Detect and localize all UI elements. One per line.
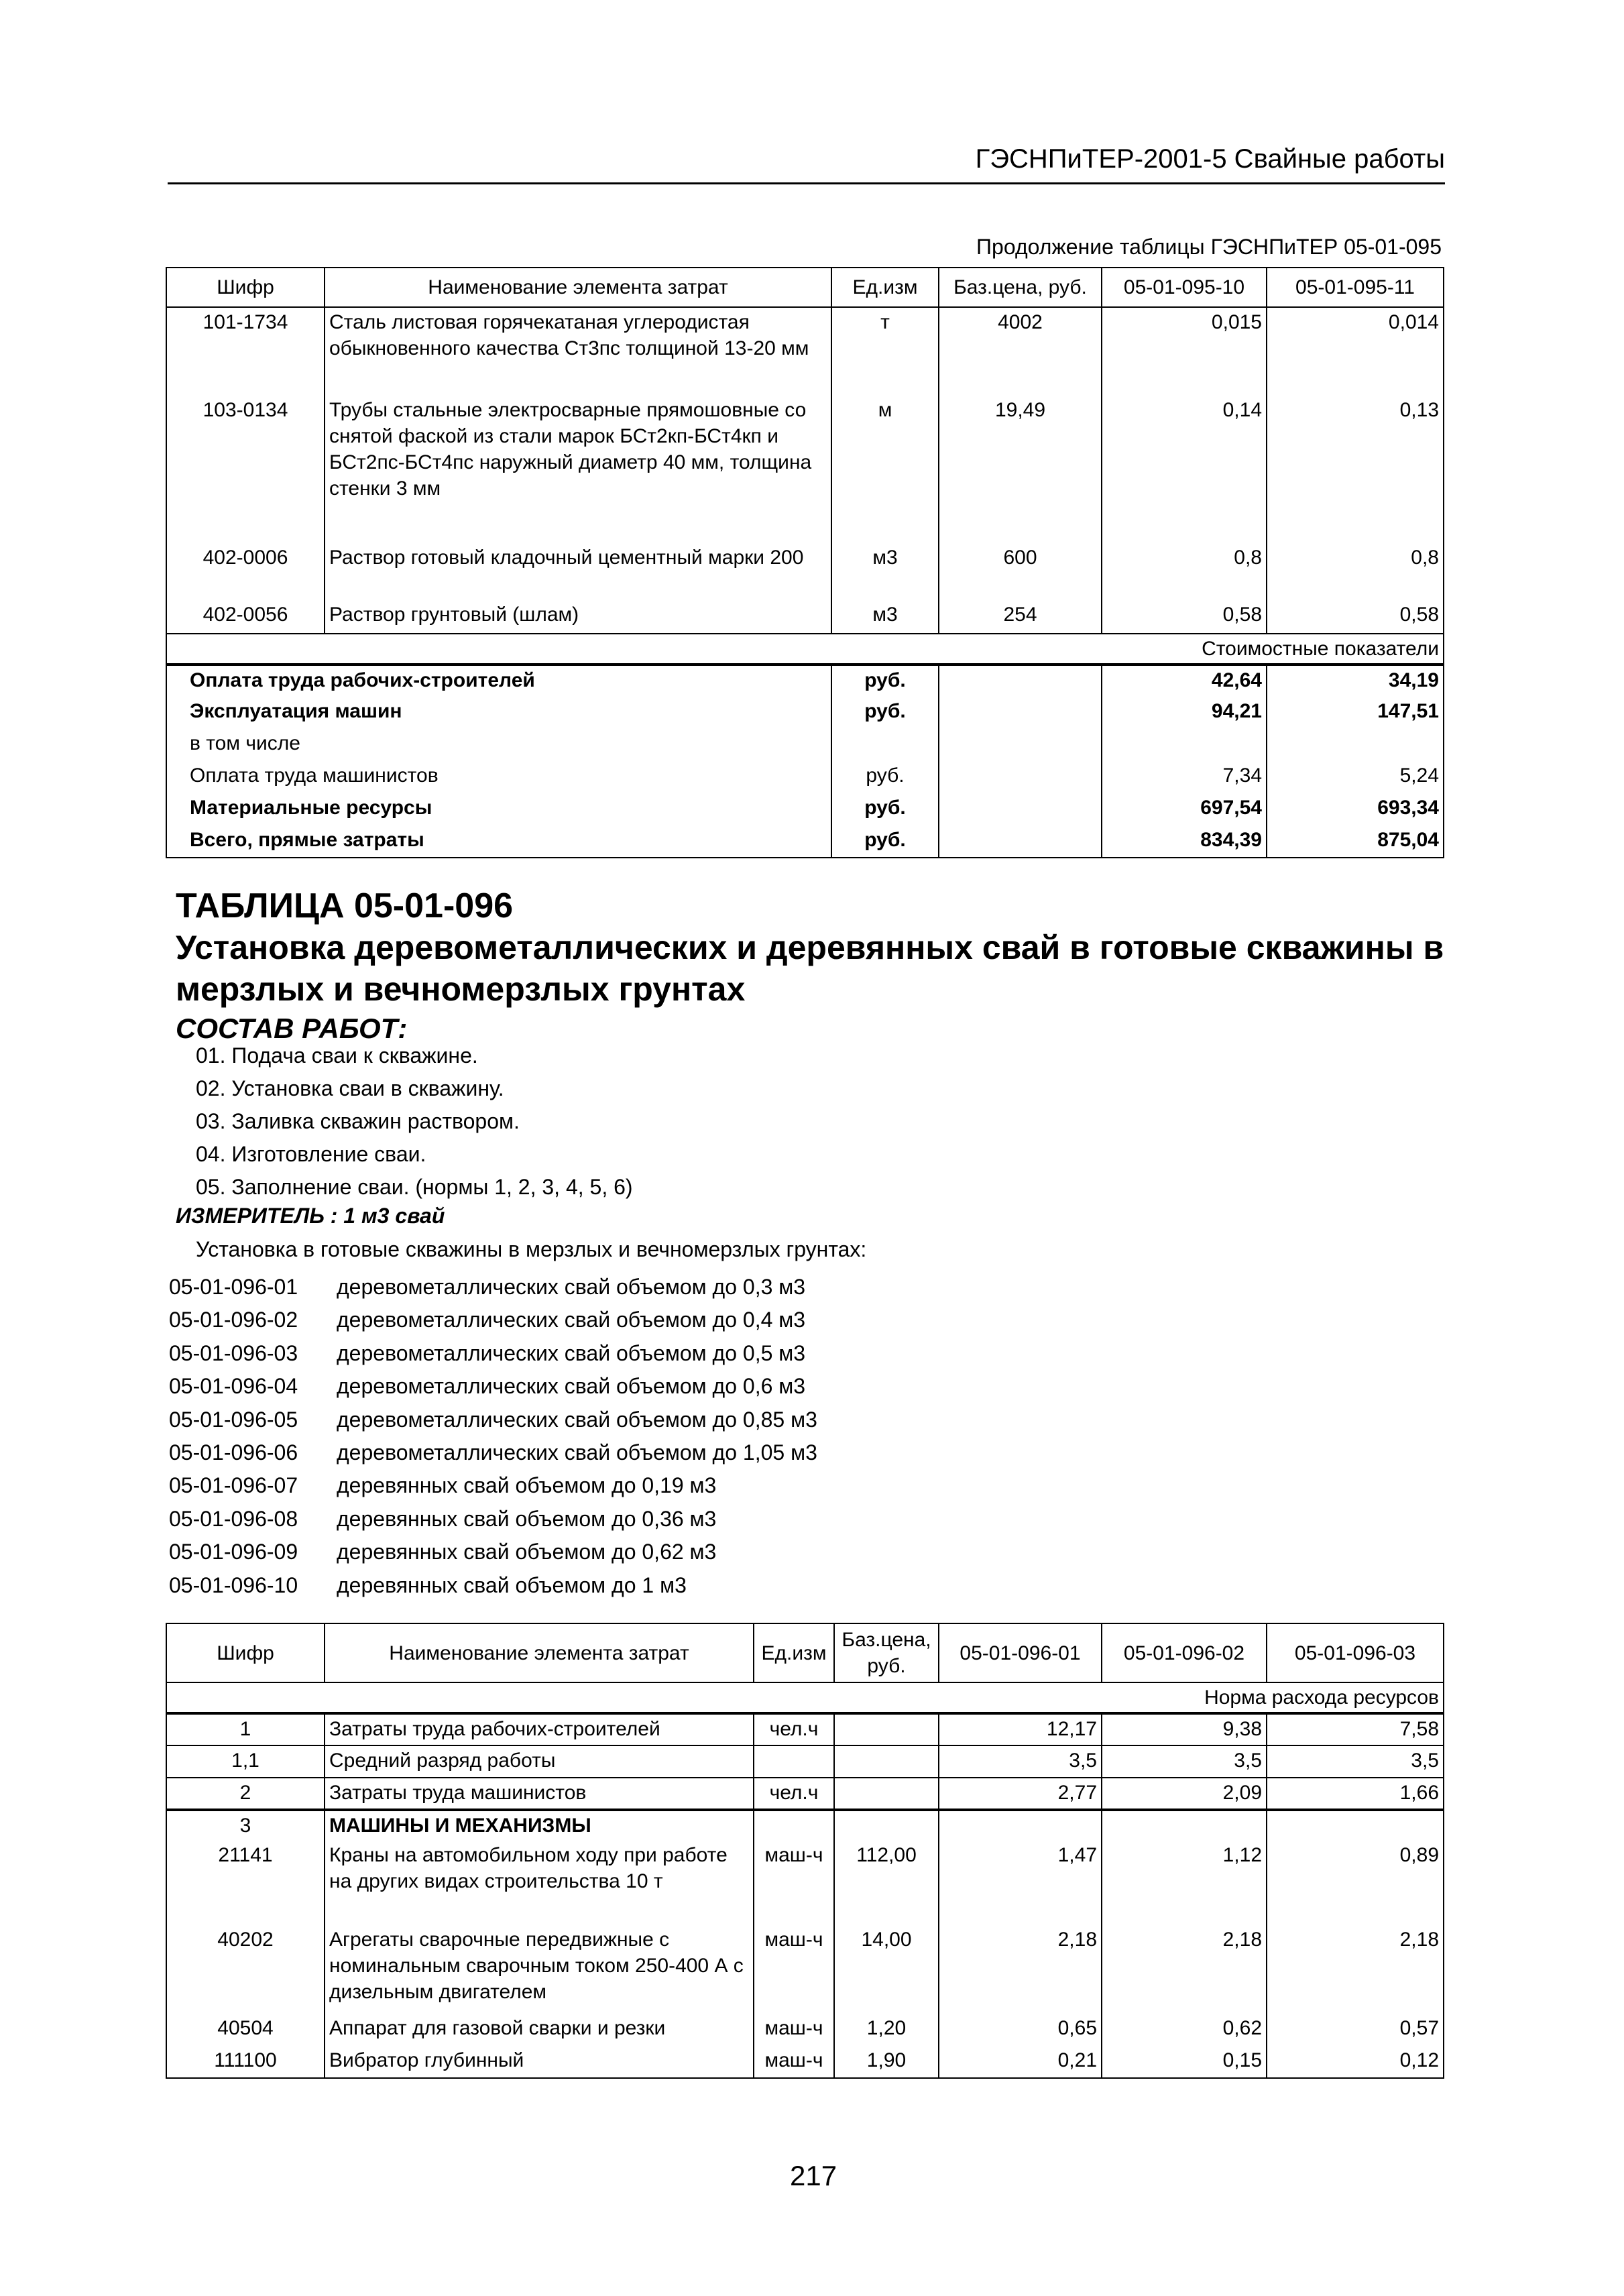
row-code: 103-0134 <box>166 396 325 543</box>
item-code: 05-01-096-07 <box>169 1473 298 1498</box>
header-code: Шифр <box>166 268 325 307</box>
row-value-01: 2,77 <box>939 1778 1102 1810</box>
cost-value-11: 5,24 <box>1267 761 1444 793</box>
item-code: 05-01-096-03 <box>169 1340 298 1365</box>
row-name: Затраты труда рабочих-строителей <box>325 1713 754 1745</box>
item-text: деревянных свай объемом до 0,62 м3 <box>337 1540 717 1564</box>
list-item <box>169 1503 817 1536</box>
row-name: Раствор готовый кладочный цементный марки 200 <box>325 543 831 600</box>
item-text: деревометаллических свай объемом до 0,6 м3 <box>337 1374 806 1399</box>
cost-value-10: 42,64 <box>1102 665 1267 697</box>
table-row <box>166 1841 1444 1925</box>
row-unit: чел.ч <box>754 1778 834 1810</box>
row-price <box>834 1778 939 1810</box>
row-unit <box>754 1745 834 1778</box>
row-price <box>834 1745 939 1778</box>
cost-row <box>166 665 1444 697</box>
row-value-03: 7,58 <box>1267 1713 1444 1745</box>
cost-name: Оплата труда рабочих-строителей <box>166 665 831 697</box>
item-code: 05-01-096-01 <box>169 1275 298 1299</box>
row-value-03: 3,5 <box>1267 1745 1444 1778</box>
item-text: деревометаллических свай объемом до 0,4 м3 <box>337 1308 806 1332</box>
row-unit: маш-ч <box>754 1925 834 2014</box>
row-unit: м3 <box>831 600 939 634</box>
cost-value-10: 834,39 <box>1102 825 1267 858</box>
row-price: 112,00 <box>834 1841 939 1925</box>
list-item: 04. Изготовление сваи. <box>196 1142 426 1166</box>
section-subtitle: СОСТАВ РАБОТ: <box>176 1013 408 1044</box>
header-name: Наименование элемента затрат <box>325 1623 754 1682</box>
row-value-02 <box>1102 1810 1267 1841</box>
cost-value-10 <box>1102 729 1267 761</box>
cost-value-11: 693,34 <box>1267 793 1444 825</box>
item-text: деревометаллических свай объемом до 0,85 м3 <box>337 1407 817 1432</box>
row-code: 40202 <box>166 1925 325 2014</box>
item-code: 05-01-096-08 <box>169 1506 298 1531</box>
row-value-02: 0,62 <box>1102 2014 1267 2046</box>
list-item: 01. Подача сваи к скважине. <box>196 1043 478 1068</box>
row-name: Раствор грунтовый (шлам) <box>325 600 831 634</box>
row-value-02: 9,38 <box>1102 1713 1267 1745</box>
item-code: 05-01-096-02 <box>169 1308 298 1332</box>
row-code: 1 <box>166 1713 325 1745</box>
cost-name: в том числе <box>166 729 831 761</box>
header-norm-03: 05-01-096-03 <box>1267 1623 1444 1682</box>
row-unit: м3 <box>831 543 939 600</box>
cost-price-empty <box>939 729 1102 761</box>
row-name: Аппарат для газовой сварки и резки <box>325 2014 754 2046</box>
cost-unit: руб. <box>831 825 939 858</box>
row-name: Трубы стальные электросварные прямошовные со снятой фаской из стали марок БСт2кп-БСт4кп и БСт2пс-БСт4пс наружный диаметр 40 мм, толщина стенки 3 мм <box>325 396 831 543</box>
table-row <box>166 1745 1444 1778</box>
row-code: 111100 <box>166 2046 325 2078</box>
row-code: 402-0006 <box>166 543 325 600</box>
header-name: Наименование элемента затрат <box>325 268 831 307</box>
cost-unit <box>831 729 939 761</box>
item-text: деревометаллических свай объемом до 1,05 м3 <box>337 1440 817 1465</box>
table-row <box>166 307 1444 396</box>
header-norm-01: 05-01-096-01 <box>939 1623 1102 1682</box>
row-value-10: 0,58 <box>1102 600 1267 634</box>
row-price: 19,49 <box>939 396 1102 543</box>
header-rule <box>168 182 1445 184</box>
works-list <box>196 1039 633 1204</box>
row-code: 40504 <box>166 2014 325 2046</box>
cost-name: Эксплуатация машин <box>166 697 831 729</box>
cost-indicators-row <box>166 634 1444 665</box>
item-text: деревометаллических свай объемом до 0,3 м3 <box>337 1275 806 1299</box>
row-value-10: 0,015 <box>1102 307 1267 396</box>
cost-row <box>166 729 1444 761</box>
cost-value-10: 7,34 <box>1102 761 1267 793</box>
cost-name: Материальные ресурсы <box>166 793 831 825</box>
section-title: Установка деревометаллических и деревянных свай в готовые скважины в мерзлых и вечномерзлых грунтах <box>176 929 1444 1008</box>
row-value-11: 0,014 <box>1267 307 1444 396</box>
list-item <box>169 1469 817 1502</box>
table-row <box>166 1810 1444 1841</box>
row-value-11: 0,13 <box>1267 396 1444 543</box>
row-name: Средний разряд работы <box>325 1745 754 1778</box>
list-item <box>169 1271 817 1304</box>
row-value-11: 0,58 <box>1267 600 1444 634</box>
cost-name: Оплата труда машинистов <box>166 761 831 793</box>
section-code: ТАБЛИЦА 05-01-096 <box>176 886 514 925</box>
cost-unit: руб. <box>831 793 939 825</box>
row-name: Краны на автомобильном ходу при работе на других видах строительства 10 т <box>325 1841 754 1925</box>
cost-price-empty <box>939 697 1102 729</box>
row-price <box>834 1713 939 1745</box>
continuation-note: Продолжение таблицы ГЭСНПиТЕР 05-01-095 <box>976 235 1442 259</box>
row-value-02: 0,15 <box>1102 2046 1267 2078</box>
list-item <box>169 1370 817 1403</box>
row-value-01: 1,47 <box>939 1841 1102 1925</box>
row-value-02: 3,5 <box>1102 1745 1267 1778</box>
row-name: МАШИНЫ И МЕХАНИЗМЫ <box>325 1810 754 1841</box>
row-unit: маш-ч <box>754 1841 834 1925</box>
row-unit: маш-ч <box>754 2014 834 2046</box>
row-code: 3 <box>166 1810 325 1841</box>
row-name: Вибратор глубинный <box>325 2046 754 2078</box>
row-unit: чел.ч <box>754 1713 834 1745</box>
row-value-10: 0,14 <box>1102 396 1267 543</box>
cost-price-empty <box>939 761 1102 793</box>
header-code: Шифр <box>166 1623 325 1682</box>
row-value-03: 2,18 <box>1267 1925 1444 2014</box>
item-code: 05-01-096-09 <box>169 1540 298 1564</box>
list-item <box>169 1536 817 1568</box>
cost-price-empty <box>939 825 1102 858</box>
row-value-03: 0,57 <box>1267 2014 1444 2046</box>
row-price <box>834 1810 939 1841</box>
cost-row <box>166 761 1444 793</box>
header-price: Баз.цена, руб. <box>834 1623 939 1682</box>
cost-value-11: 34,19 <box>1267 665 1444 697</box>
row-price: 254 <box>939 600 1102 634</box>
cost-price-empty <box>939 793 1102 825</box>
list-item <box>169 1337 817 1370</box>
list-item: 03. Заливка скважин раствором. <box>196 1109 520 1133</box>
row-code: 101-1734 <box>166 307 325 396</box>
item-text: деревометаллических свай объемом до 0,5 м3 <box>337 1340 806 1365</box>
item-text: деревянных свай объемом до 0,36 м3 <box>337 1506 717 1531</box>
row-unit: т <box>831 307 939 396</box>
norm-label-row <box>166 1682 1444 1713</box>
header-norm-02: 05-01-096-02 <box>1102 1623 1267 1682</box>
resources-table-096 <box>166 1623 1444 2079</box>
header-unit: Ед.изм <box>754 1623 834 1682</box>
cost-unit: руб. <box>831 761 939 793</box>
row-value-01: 0,65 <box>939 2014 1102 2046</box>
page-header <box>168 144 1445 175</box>
row-name: Агрегаты сварочные передвижные с номинальным сварочным током 250-400 А с дизельным двигателем <box>325 1925 754 2014</box>
cost-value-11: 147,51 <box>1267 697 1444 729</box>
page-number: 217 <box>790 2160 837 2191</box>
row-value-11: 0,8 <box>1267 543 1444 600</box>
list-item: 02. Установка сваи в скважину. <box>196 1076 504 1100</box>
list-item <box>169 1436 817 1469</box>
row-value-01 <box>939 1810 1102 1841</box>
cost-value-11 <box>1267 729 1444 761</box>
row-code: 2 <box>166 1778 325 1810</box>
row-unit <box>754 1810 834 1841</box>
row-code: 21141 <box>166 1841 325 1925</box>
row-value-10: 0,8 <box>1102 543 1267 600</box>
row-price: 1,20 <box>834 2014 939 2046</box>
row-value-03: 0,89 <box>1267 1841 1444 1925</box>
row-value-01: 0,21 <box>939 2046 1102 2078</box>
item-code: 05-01-096-05 <box>169 1407 298 1432</box>
list-item: 05. Заполнение сваи. (нормы 1, 2, 3, 4, 5, 6) <box>196 1175 633 1199</box>
table-row <box>166 396 1444 543</box>
row-code: 402-0056 <box>166 600 325 634</box>
item-text: деревянных свай объемом до 0,19 м3 <box>337 1473 717 1498</box>
item-code: 05-01-096-10 <box>169 1572 298 1597</box>
row-price: 14,00 <box>834 1925 939 2014</box>
row-value-03 <box>1267 1810 1444 1841</box>
item-text: деревянных свай объемом до 1 м3 <box>337 1572 687 1597</box>
table-row <box>166 600 1444 634</box>
list-item <box>169 1569 817 1602</box>
section-heading <box>176 885 1450 1047</box>
row-value-03: 0,12 <box>1267 2046 1444 2078</box>
table-header-row <box>166 268 1444 307</box>
table-row <box>166 1778 1444 1810</box>
document-title: ГЭСНПиТЕР-2001-5 Свайные работы <box>975 144 1445 174</box>
row-price: 1,90 <box>834 2046 939 2078</box>
table-row <box>166 2046 1444 2078</box>
item-code: 05-01-096-04 <box>169 1374 298 1399</box>
cost-indicators-label: Стоимостные показатели <box>166 634 1444 665</box>
norm-items-list <box>169 1271 817 1602</box>
item-code: 05-01-096-06 <box>169 1440 298 1465</box>
row-value-03: 1,66 <box>1267 1778 1444 1810</box>
header-price: Баз.цена, руб. <box>939 268 1102 307</box>
table-row <box>166 1925 1444 2014</box>
table-row <box>166 543 1444 600</box>
header-norm-11: 05-01-095-11 <box>1267 268 1444 307</box>
header-norm-10: 05-01-095-10 <box>1102 268 1267 307</box>
row-name: Сталь листовая горячекатаная углеродистая обыкновенного качества Ст3пс толщиной 13-20 мм <box>325 307 831 396</box>
table-row <box>166 2014 1444 2046</box>
cost-unit: руб. <box>831 665 939 697</box>
row-value-01: 3,5 <box>939 1745 1102 1778</box>
install-heading: Установка в готовые скважины в мерзлых и вечномерзлых грунтах: <box>196 1237 867 1261</box>
measure-unit: ИЗМЕРИТЕЛЬ : 1 м3 свай <box>176 1204 445 1228</box>
cost-value-11: 875,04 <box>1267 825 1444 858</box>
row-price: 600 <box>939 543 1102 600</box>
header-unit: Ед.изм <box>831 268 939 307</box>
cost-value-10: 697,54 <box>1102 793 1267 825</box>
row-value-01: 12,17 <box>939 1713 1102 1745</box>
row-name: Затраты труда машинистов <box>325 1778 754 1810</box>
table-header-row <box>166 1623 1444 1682</box>
cost-row <box>166 793 1444 825</box>
table-row <box>166 1713 1444 1745</box>
row-price: 4002 <box>939 307 1102 396</box>
row-value-01: 2,18 <box>939 1925 1102 2014</box>
list-item <box>169 1403 817 1436</box>
row-unit: м <box>831 396 939 543</box>
row-value-02: 2,09 <box>1102 1778 1267 1810</box>
row-value-02: 1,12 <box>1102 1841 1267 1925</box>
row-value-02: 2,18 <box>1102 1925 1267 2014</box>
cost-value-10: 94,21 <box>1102 697 1267 729</box>
cost-price-empty <box>939 665 1102 697</box>
resources-table-095 <box>166 267 1444 858</box>
cost-row <box>166 697 1444 729</box>
row-code: 1,1 <box>166 1745 325 1778</box>
row-unit: маш-ч <box>754 2046 834 2078</box>
norm-label: Норма расхода ресурсов <box>166 1682 1444 1713</box>
cost-unit: руб. <box>831 697 939 729</box>
cost-name: Всего, прямые затраты <box>166 825 831 858</box>
cost-row <box>166 825 1444 858</box>
list-item <box>169 1304 817 1336</box>
